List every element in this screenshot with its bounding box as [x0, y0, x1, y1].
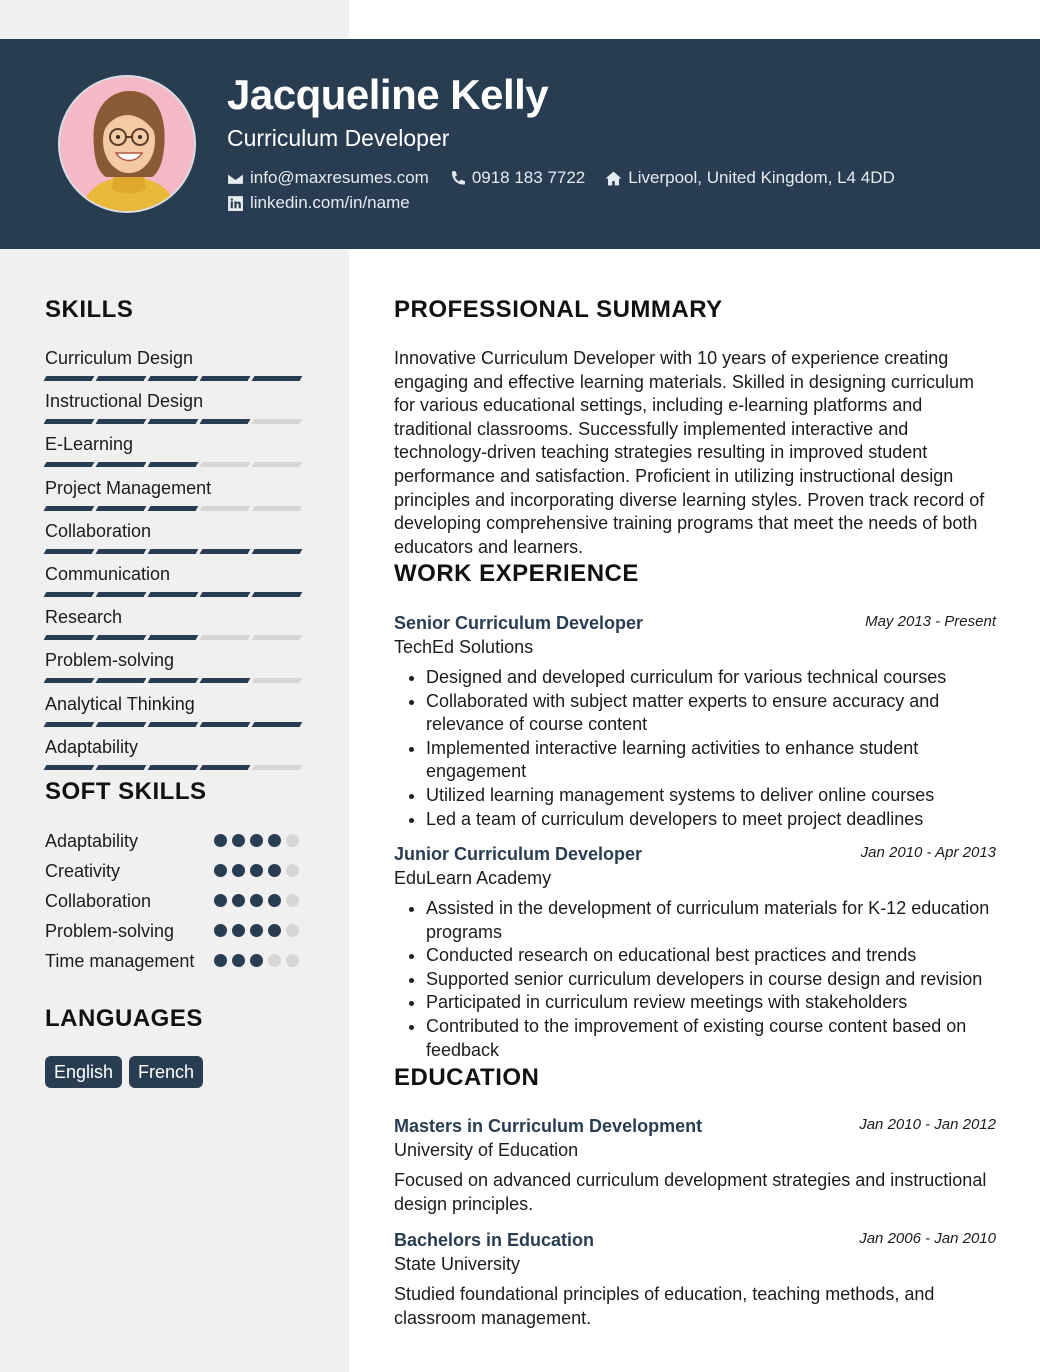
- email-text: info@maxresumes.com: [250, 168, 429, 187]
- linkedin-icon: [227, 195, 244, 212]
- skill-level-segment: [44, 462, 95, 467]
- languages-list: [45, 1056, 203, 1088]
- rating-dot: [214, 834, 227, 847]
- contact-row-2: [227, 192, 410, 214]
- skill-level-segment: [200, 506, 251, 511]
- skill-level-segment: [44, 506, 95, 511]
- education-entry: [394, 1230, 996, 1330]
- resume-header: [0, 39, 1040, 249]
- rating-dot: [250, 954, 263, 967]
- rating-dot: [268, 954, 281, 967]
- skill-item: [45, 476, 305, 519]
- skill-level-segment: [200, 678, 251, 683]
- skill-level-segment: [200, 635, 251, 640]
- skill-level-segment: [148, 722, 199, 727]
- skill-item: [45, 692, 305, 735]
- skill-level-bar: [45, 462, 305, 467]
- soft-skill-item: [45, 918, 305, 948]
- job-bullet: • Participated in curriculum review meetings with stakeholders: [426, 991, 996, 1015]
- rating-dot: [232, 864, 245, 877]
- rating-dot: [286, 864, 299, 877]
- skill-level-bar: [45, 506, 305, 511]
- rating-dot: [268, 894, 281, 907]
- job-entry: [394, 844, 996, 1062]
- skill-level-segment: [252, 419, 303, 424]
- skill-level-segment: [148, 678, 199, 683]
- linkedin-text: linkedin.com/in/name: [250, 193, 410, 212]
- skill-item: [45, 389, 305, 432]
- skill-item: [45, 346, 305, 389]
- soft-skill-item: [45, 948, 305, 978]
- phone-text: 0918 183 7722: [471, 168, 586, 187]
- skill-level-segment: [96, 635, 147, 640]
- degree-title: Masters in Curriculum Development: [394, 1116, 703, 1136]
- rating-dot: [232, 834, 245, 847]
- job-bullet: • Collaborated with subject matter experts to ensure accuracy and relevance of course content: [426, 690, 996, 737]
- skill-level-segment: [252, 376, 303, 381]
- degree-school: University of Education: [394, 1140, 579, 1160]
- rating-dot: [214, 954, 227, 967]
- skill-label: E-Learning: [45, 434, 134, 455]
- rating-dot: [268, 924, 281, 937]
- skill-level-segment: [252, 635, 303, 640]
- rating-dot: [268, 834, 281, 847]
- skill-item: [45, 735, 305, 778]
- skill-level-segment: [252, 678, 303, 683]
- soft-skill-label: Time management: [45, 951, 195, 971]
- skill-level-segment: [200, 765, 251, 770]
- skill-level-bar: [45, 592, 305, 597]
- soft-skill-label: Collaboration: [45, 891, 152, 911]
- job-company: TechEd Solutions: [394, 637, 534, 657]
- soft-skill-rating: [214, 954, 299, 967]
- job-date: Jan 2010 - Apr 2013: [860, 844, 996, 861]
- skill-level-bar: [45, 376, 305, 381]
- skill-level-segment: [252, 462, 303, 467]
- skill-level-segment: [200, 462, 251, 467]
- degree-date: Jan 2010 - Jan 2012: [859, 1116, 996, 1133]
- home-icon: [605, 170, 622, 187]
- contact-location: [605, 168, 894, 188]
- skill-level-segment: [96, 592, 147, 597]
- soft-skill-label: Adaptability: [45, 831, 139, 851]
- skill-level-segment: [200, 419, 251, 424]
- soft-skills-list: [45, 828, 305, 978]
- rating-dot: [214, 894, 227, 907]
- job-date: May 2013 - Present: [865, 613, 996, 630]
- skill-level-segment: [44, 722, 95, 727]
- contact-phone[interactable]: [449, 168, 585, 188]
- skill-level-segment: [96, 419, 147, 424]
- rating-dot: [250, 834, 263, 847]
- soft-skill-rating: [214, 864, 299, 877]
- languages-heading: LANGUAGES: [45, 1005, 203, 1032]
- skill-level-segment: [96, 506, 147, 511]
- skill-level-segment: [96, 678, 147, 683]
- skill-level-segment: [148, 635, 199, 640]
- skill-level-segment: [148, 376, 199, 381]
- skill-item: [45, 519, 305, 562]
- soft-skill-item: [45, 888, 305, 918]
- skills-heading: SKILLS: [45, 296, 134, 323]
- skill-level-segment: [96, 376, 147, 381]
- job-entry: [394, 613, 996, 831]
- rating-dot: [268, 864, 281, 877]
- skill-level-segment: [44, 549, 95, 554]
- degree-description: Focused on advanced curriculum development strategies and instructional design principles.: [394, 1170, 987, 1214]
- skill-level-segment: [148, 506, 199, 511]
- skill-level-segment: [96, 722, 147, 727]
- candidate-name: Jacqueline Kelly: [227, 71, 549, 118]
- skill-level-segment: [44, 678, 95, 683]
- rating-dot: [214, 864, 227, 877]
- skill-level-segment: [252, 506, 303, 511]
- skill-level-segment: [252, 722, 303, 727]
- job-bullet: • Led a team of curriculum developers to meet project deadlines: [426, 808, 996, 832]
- contact-row: [227, 167, 895, 189]
- job-bullet: • Utilized learning management systems to deliver online courses: [426, 784, 996, 808]
- location-text: Liverpool, United Kingdom, L4 4DD: [628, 168, 895, 187]
- skills-list: [45, 346, 305, 778]
- soft-skill-rating: [214, 894, 299, 907]
- skill-level-segment: [44, 419, 95, 424]
- job-bullets: [394, 897, 996, 1062]
- skill-label: Instructional Design: [45, 391, 204, 412]
- contact-linkedin[interactable]: [227, 193, 410, 213]
- skill-level-segment: [96, 765, 147, 770]
- soft-skills-heading: SOFT SKILLS: [45, 778, 207, 805]
- language-tag: English: [45, 1056, 122, 1088]
- skill-item: [45, 648, 305, 691]
- skill-level-segment: [44, 376, 95, 381]
- skill-level-segment: [44, 635, 95, 640]
- job-bullet: • Designed and developed curriculum for various technical courses: [426, 666, 996, 690]
- rating-dot: [214, 924, 227, 937]
- skill-item: [45, 605, 305, 648]
- skill-label: Problem-solving: [45, 650, 175, 671]
- job-bullets: [394, 666, 996, 831]
- job-title: Senior Curriculum Developer: [394, 613, 644, 633]
- skill-level-segment: [252, 765, 303, 770]
- skill-level-segment: [96, 549, 147, 554]
- education-entry: [394, 1116, 996, 1216]
- education-heading: EDUCATION: [394, 1064, 540, 1091]
- phone-icon: [449, 170, 466, 187]
- job-bullet: • Contributed to the improvement of existing course content based on feedback: [426, 1015, 996, 1062]
- skill-label: Collaboration: [45, 520, 152, 541]
- soft-skill-label: Creativity: [45, 861, 121, 881]
- skill-label: Project Management: [45, 477, 212, 498]
- soft-skill-item: [45, 828, 305, 858]
- summary-heading: PROFESSIONAL SUMMARY: [394, 296, 723, 323]
- skill-level-segment: [96, 462, 147, 467]
- job-bullet: • Supported senior curriculum developers in course design and revision: [426, 968, 996, 992]
- degree-date: Jan 2006 - Jan 2010: [859, 1230, 996, 1247]
- skill-label: Analytical Thinking: [45, 693, 195, 714]
- rating-dot: [250, 864, 263, 877]
- rating-dot: [286, 834, 299, 847]
- skill-level-segment: [200, 549, 251, 554]
- rating-dot: [286, 954, 299, 967]
- job-bullet: • Assisted in the development of curriculum materials for K-12 education programs: [426, 897, 996, 944]
- degree-title: Bachelors in Education: [394, 1230, 595, 1250]
- candidate-role: Curriculum Developer: [227, 125, 450, 151]
- job-title: Junior Curriculum Developer: [394, 844, 643, 864]
- skill-level-segment: [200, 722, 251, 727]
- skill-level-segment: [200, 592, 251, 597]
- rating-dot: [286, 924, 299, 937]
- skill-item: [45, 562, 305, 605]
- skill-level-segment: [200, 376, 251, 381]
- skill-level-segment: [252, 592, 303, 597]
- skill-level-bar: [45, 635, 305, 640]
- envelope-icon: [227, 170, 244, 187]
- skill-level-bar: [45, 419, 305, 424]
- contact-email[interactable]: [227, 168, 429, 188]
- skill-item: [45, 432, 305, 475]
- rating-dot: [286, 894, 299, 907]
- skill-level-segment: [148, 462, 199, 467]
- skill-level-bar: [45, 765, 305, 770]
- skill-level-bar: [45, 722, 305, 727]
- skill-level-segment: [148, 419, 199, 424]
- skill-label: Research: [45, 607, 123, 628]
- job-company: EduLearn Academy: [394, 868, 552, 888]
- skill-level-segment: [44, 765, 95, 770]
- soft-skill-item: [45, 858, 305, 888]
- experience-heading: WORK EXPERIENCE: [394, 560, 639, 587]
- job-bullet: • Implemented interactive learning activities to enhance student engagement: [426, 737, 996, 784]
- profile-photo: [60, 77, 196, 213]
- rating-dot: [250, 924, 263, 937]
- job-bullet: • Conducted research on educational best practices and trends: [426, 944, 996, 968]
- skill-level-segment: [148, 549, 199, 554]
- avatar: [58, 75, 196, 213]
- skill-label: Adaptability: [45, 736, 139, 757]
- skill-level-segment: [44, 592, 95, 597]
- soft-skill-rating: [214, 834, 299, 847]
- soft-skill-rating: [214, 924, 299, 937]
- degree-school: State University: [394, 1254, 521, 1274]
- language-tag: French: [129, 1056, 203, 1088]
- skill-level-segment: [252, 549, 303, 554]
- skill-level-bar: [45, 549, 305, 554]
- skill-label: Curriculum Design: [45, 348, 194, 368]
- rating-dot: [232, 954, 245, 967]
- skill-label: Communication: [45, 563, 171, 584]
- skill-level-segment: [148, 765, 199, 770]
- summary-text: Innovative Curriculum Developer with 10 years of experience creating engaging and effective learning materials. Skilled in designing curriculum for various educational settings, including e-learning platforms and traditional classrooms. Successfully implemented interactive and technology-driven teaching strategies resulting in improved student performance and satisfaction. Proficient in utilizing instructional design principles and incorporating diverse learning styles. Proven track record of developing comprehensive training programs that meet the needs of both educators and learners.: [394, 348, 985, 557]
- rating-dot: [232, 924, 245, 937]
- degree-description: Studied foundational principles of education, teaching methods, and classroom management.: [394, 1284, 935, 1328]
- skill-level-bar: [45, 678, 305, 683]
- rating-dot: [232, 894, 245, 907]
- skill-level-segment: [148, 592, 199, 597]
- rating-dot: [250, 894, 263, 907]
- soft-skill-label: Problem-solving: [45, 921, 175, 941]
